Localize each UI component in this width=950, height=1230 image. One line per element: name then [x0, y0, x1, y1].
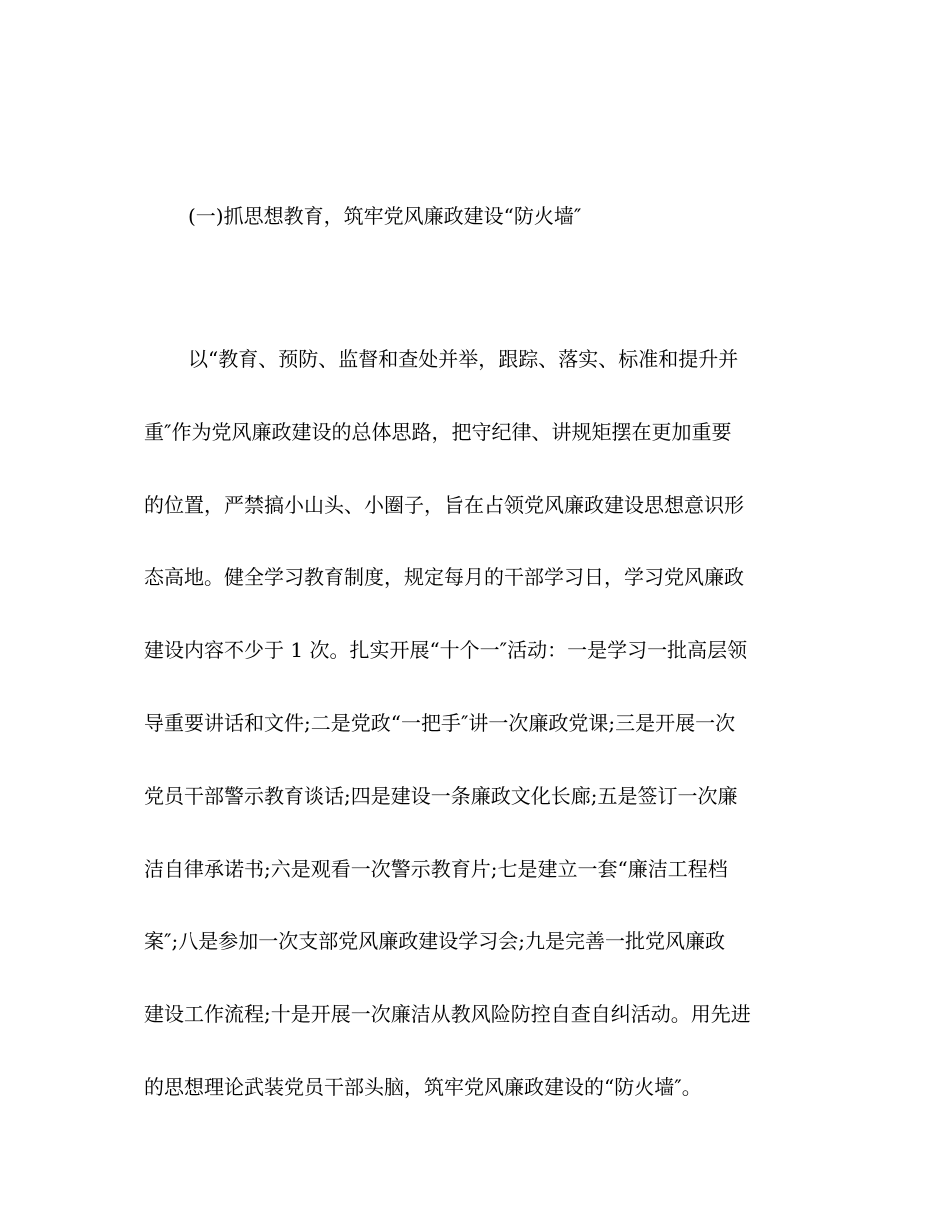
paragraph-line: 导重要讲话和文件;二是党政“一把手″讲一次廉政党课;三是开展一次: [144, 710, 736, 735]
paragraph-line: 案″;八是参加一次支部党风廉政建设学习会;九是完善一批党风廉政: [144, 929, 725, 954]
paragraph-line: 的位置，严禁搞小山头、小圈子，旨在占领党风廉政建设思想意识形: [144, 492, 744, 517]
section-heading: (一)抓思想教育，筑牢党风廉政建设“防火墙″: [188, 204, 582, 228]
paragraph-line: 洁自律承诺书;六是观看一次警示教育片;七是建立一套“廉洁工程档: [144, 856, 728, 881]
paragraph-line: 党员干部警示教育谈话;四是建设一条廉政文化长廊;五是签订一次廉: [144, 783, 738, 808]
paragraph-line: 态高地。健全学习教育制度，规定每月的干部学习日，学习党风廉政: [144, 565, 744, 590]
body-paragraph: [144, 344, 814, 1145]
paragraph-line: 重″作为党风廉政建设的总体思路，把守纪律、讲规矩摆在更加重要: [144, 419, 732, 444]
paragraph-line: 以“教育、预防、监督和查处并举，跟踪、落实、标准和提升并: [188, 347, 739, 371]
paragraph-line: 的思想理论武装党员干部头脑，筑牢党风廉政建设的“防火墙″。: [144, 1074, 702, 1099]
paragraph-line: 建设内容不少于 1 次。扎实开展“十个一″活动：一是学习一批高层领: [144, 638, 748, 663]
paragraph-line: 建设工作流程;十是开展一次廉洁从教风险防控自查自纠活动。用先进: [144, 1002, 751, 1027]
